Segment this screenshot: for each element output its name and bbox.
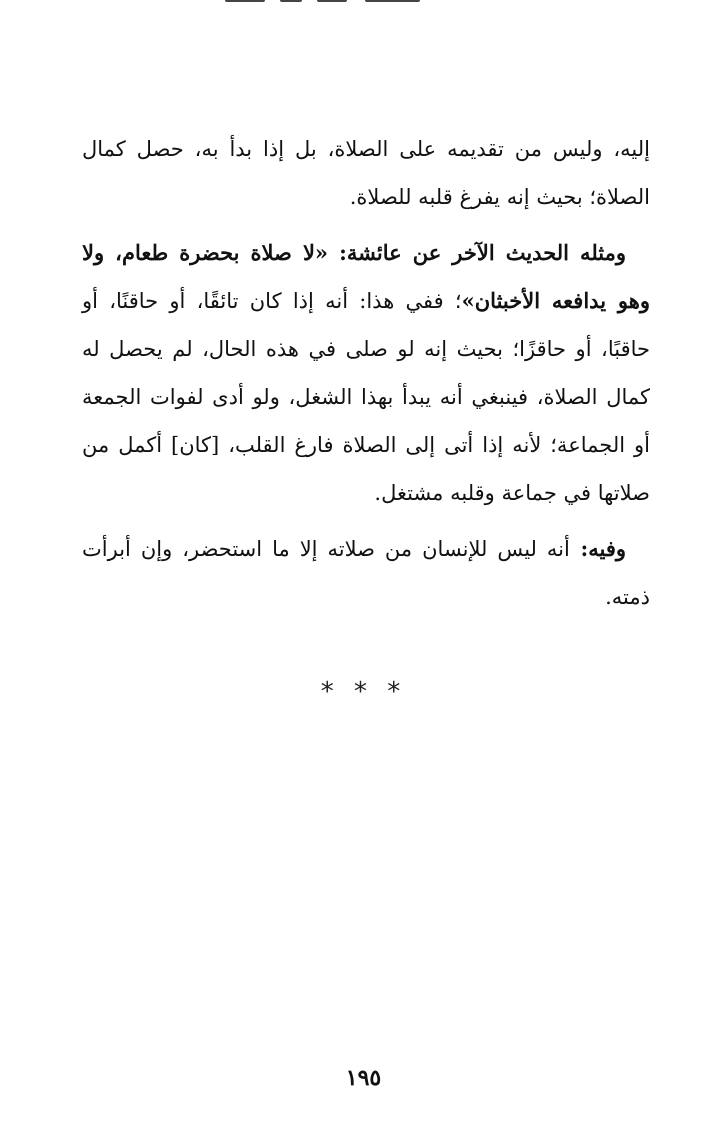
paragraph-1 — [82, 125, 650, 221]
paragraph-3 — [82, 525, 650, 621]
paragraph-1-text: إليه، وليس من تقديمه على الصلاة، بل إذا بدأ به، حصل كمال الصلاة؛ بحيث إنه يفرغ قلبه للصلاة. — [82, 137, 650, 209]
header-cut-off-text — [225, 0, 425, 6]
body-text — [82, 125, 650, 621]
hadith-quote: «لا صلاة بحضرة طعام، ولا وهو يدافعه الأخبثان» — [82, 240, 650, 313]
paragraph-3-intro: وفيه: — [569, 536, 626, 561]
paragraph-2-intro: ومثله الحديث الآخر عن عائشة: — [328, 240, 626, 265]
paragraph-3-text: أنه ليس للإنسان من صلاته إلا ما استحضر، وإن أبرأت ذمته. — [82, 537, 650, 609]
paragraph-2-text: ؛ ففي هذا: أنه إذا كان تائقًا، أو حاقنًا، أو حاقبًا، أو حاقزًا؛ بحيث إنه لو صلى في هذه الحال، لم يحصل له كمال الصلاة، فينبغي أنه يبدأ بهذا الشغل، ولو أدى لفوات الجمعة أو الجماعة؛ لأنه إذا أتى إلى الصلاة فارغ القلب، [كان] أكمل من صلاتها في جماعة وقلبه مشتغل. — [82, 289, 650, 505]
section-separator: * * * — [320, 677, 407, 707]
page-number: ١٩٥ — [345, 1065, 382, 1091]
paragraph-2 — [82, 229, 650, 517]
